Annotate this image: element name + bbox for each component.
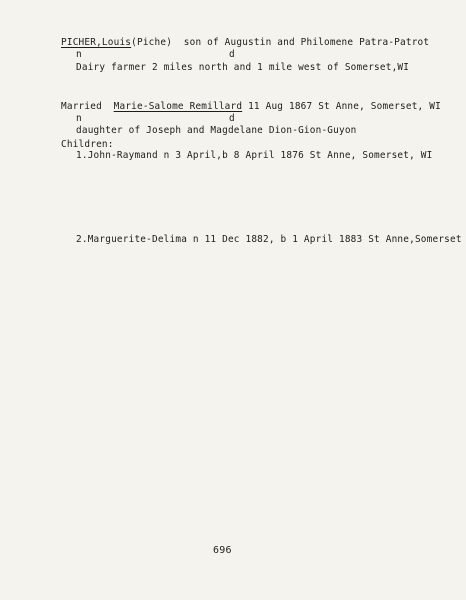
person-name: PICHER,Louis [61, 37, 132, 48]
person-birth-marker: n [76, 49, 82, 60]
children-label: Children: [61, 139, 114, 150]
person-death-marker: d [229, 49, 235, 60]
spouse-birth-marker: n [76, 113, 82, 124]
spouse-death-marker: d [229, 113, 235, 124]
spouse-parents: daughter of Joseph and Magdelane Dion-Gion-Guyon [76, 125, 357, 136]
marriage-details: 11 Aug 1867 St Anne, Somerset, WI [248, 101, 441, 112]
child-item-2: 2.Marguerite-Delima n 11 Dec 1882, b 1 April 1883 St Anne,Somerset [76, 234, 462, 245]
person-occupation: Dairy farmer 2 miles north and 1 mile west of Somerset,WI [76, 62, 410, 73]
person-parents: son of Augustin and Philomene Patra-Patrot [183, 37, 430, 48]
marriage-line [61, 101, 441, 113]
spouse-name: Marie-Salome Remillard [113, 101, 243, 112]
child-item-1: 1.John-Raymand n 3 April,b 8 April 1876 St Anne, Somerset, WI [76, 150, 433, 161]
page-number: 696 [213, 545, 232, 556]
header-line [61, 37, 429, 49]
person-alt-name: (Piche) [131, 37, 173, 48]
marriage-prefix: Married [61, 101, 102, 112]
